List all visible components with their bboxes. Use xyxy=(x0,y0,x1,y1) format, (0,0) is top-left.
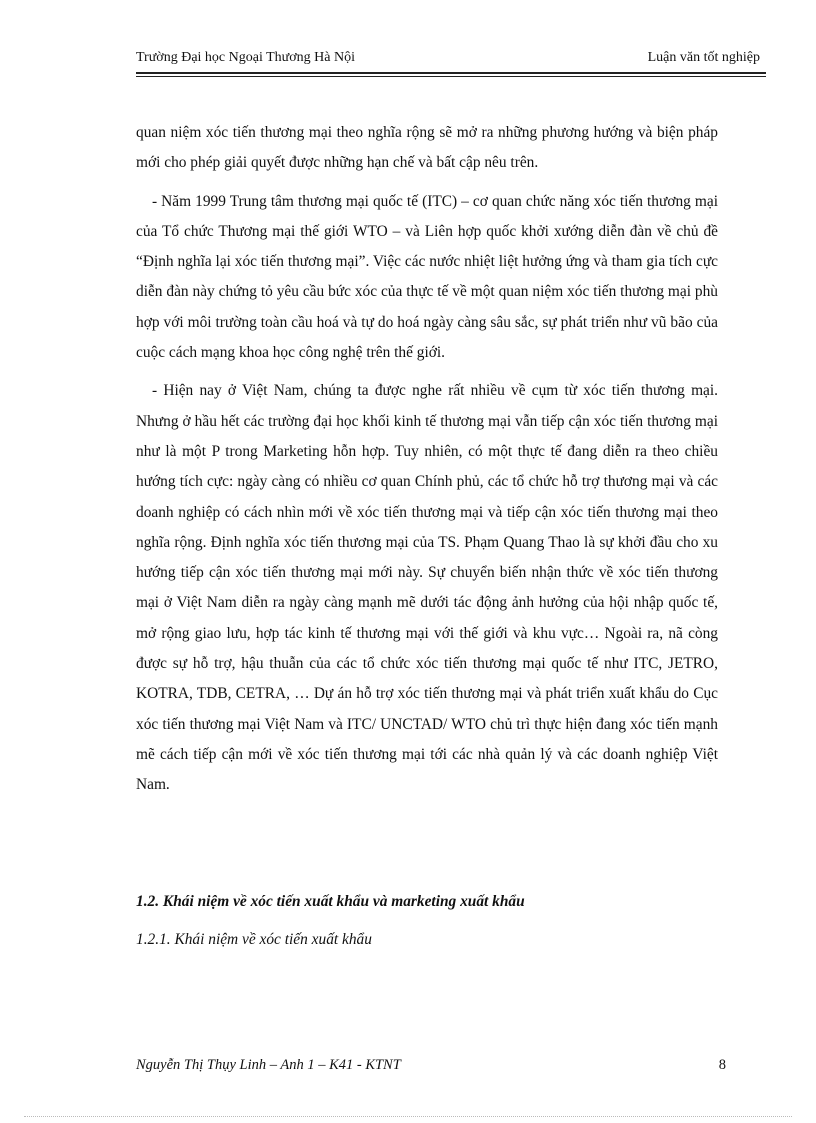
section-heading: 1.2. Khái niệm về xóc tiến xuất khẩu và marketing xuất khẩu xyxy=(136,893,525,910)
paragraph-2: - Năm 1999 Trung tâm thương mại quốc tế (ITC) – cơ quan chức năng xóc tiến thương mại của Tổ chức Thương mại thế giới WTO – và Liên hợp quốc khởi xướng diễn đàn về chủ đề “Định nghĩa lại xóc tiến thương mại”. Việc các nước nhiệt liệt hưởng ứng và tham gia tích cực diễn đàn này chứng tỏ yêu cầu bức xóc của thực tế về một quan niệm xóc tiến thương mại phù hợp với môi trường toàn cầu hoá và tự do hoá ngày càng sâu sắc, sự phát triển như vũ bão của cuộc cách mạng khoa học công nghệ trên thế giới. xyxy=(136,192,718,362)
page-footer xyxy=(136,1057,726,1074)
paragraph-3: - Hiện nay ở Việt Nam, chúng ta được nghe rất nhiều về cụm từ xóc tiến thương mại. Nhưng ở hầu hết các trường đại học khối kinh tế thương mại vẫn tiếp cận xóc tiến thương mại như là một P trong Marketing hỗn hợp. Tuy nhiên, có một thực tế đang diễn ra theo chiều hướng tích cực: ngày càng có nhiều cơ quan Chính phủ, các tổ chức hỗ trợ thương mại và các doanh nghiệp có cách nhìn mới về xóc tiến thương mại và tiếp cận xóc tiến thương mại theo nghĩa rộng. Định nghĩa xóc tiến thương mại của TS. Phạm Quang Thao là sự khởi đầu cho xu hướng tiếp cận xóc tiến thương mại mới này. Sự chuyển biến nhận thức về xóc tiến thương mại ở Việt Nam diễn ra ngày càng mạnh mẽ dưới tác động ảnh hưởng của hội nhập quốc tế, mở rộng giao lưu, hợp tác kinh tế thương mại với thế giới và khu vực… Ngoài ra, nã còng được sự hỗ trợ, hậu thuẫn của các tổ chức xóc tiến thương mại quốc tế như ITC, JETRO, KOTRA, TDB, CETRA, … Dự án hỗ trợ xóc tiến thương mại và phát triển xuất khẩu do Cục xóc tiến thương mại Việt Nam và ITC/ UNCTAD/ WTO chủ trì thực hiện đang xóc tiến mạnh mẽ cách tiếp cận mới về xóc tiến thương mại tới các nhà quản lý và các doanh nghiệp Việt Nam. xyxy=(136,382,718,794)
page-header xyxy=(136,50,760,70)
page-number: 8 xyxy=(718,1057,726,1073)
subsection-heading: 1.2.1. Khái niệm về xóc tiến xuất khẩu xyxy=(136,931,372,948)
header-rule-thin xyxy=(136,76,766,77)
footer-author: Nguyễn Thị Thụy Linh – Anh 1 – K41 - KTNT xyxy=(136,1057,401,1073)
body-text xyxy=(136,118,718,801)
header-document-type: Luận văn tốt nghiệp xyxy=(647,50,760,65)
header-rule-thick xyxy=(136,72,766,74)
paragraph-1: quan niệm xóc tiến thương mại theo nghĩa rộng sẽ mở ra những phương hướng và biện pháp mới cho phép giải quyết được những hạn chế và bất cập nêu trên. xyxy=(136,124,718,172)
header-school-name: Trường Đại học Ngoại Thương Hà Nội xyxy=(136,50,355,65)
page-boundary-divider xyxy=(24,1116,792,1117)
